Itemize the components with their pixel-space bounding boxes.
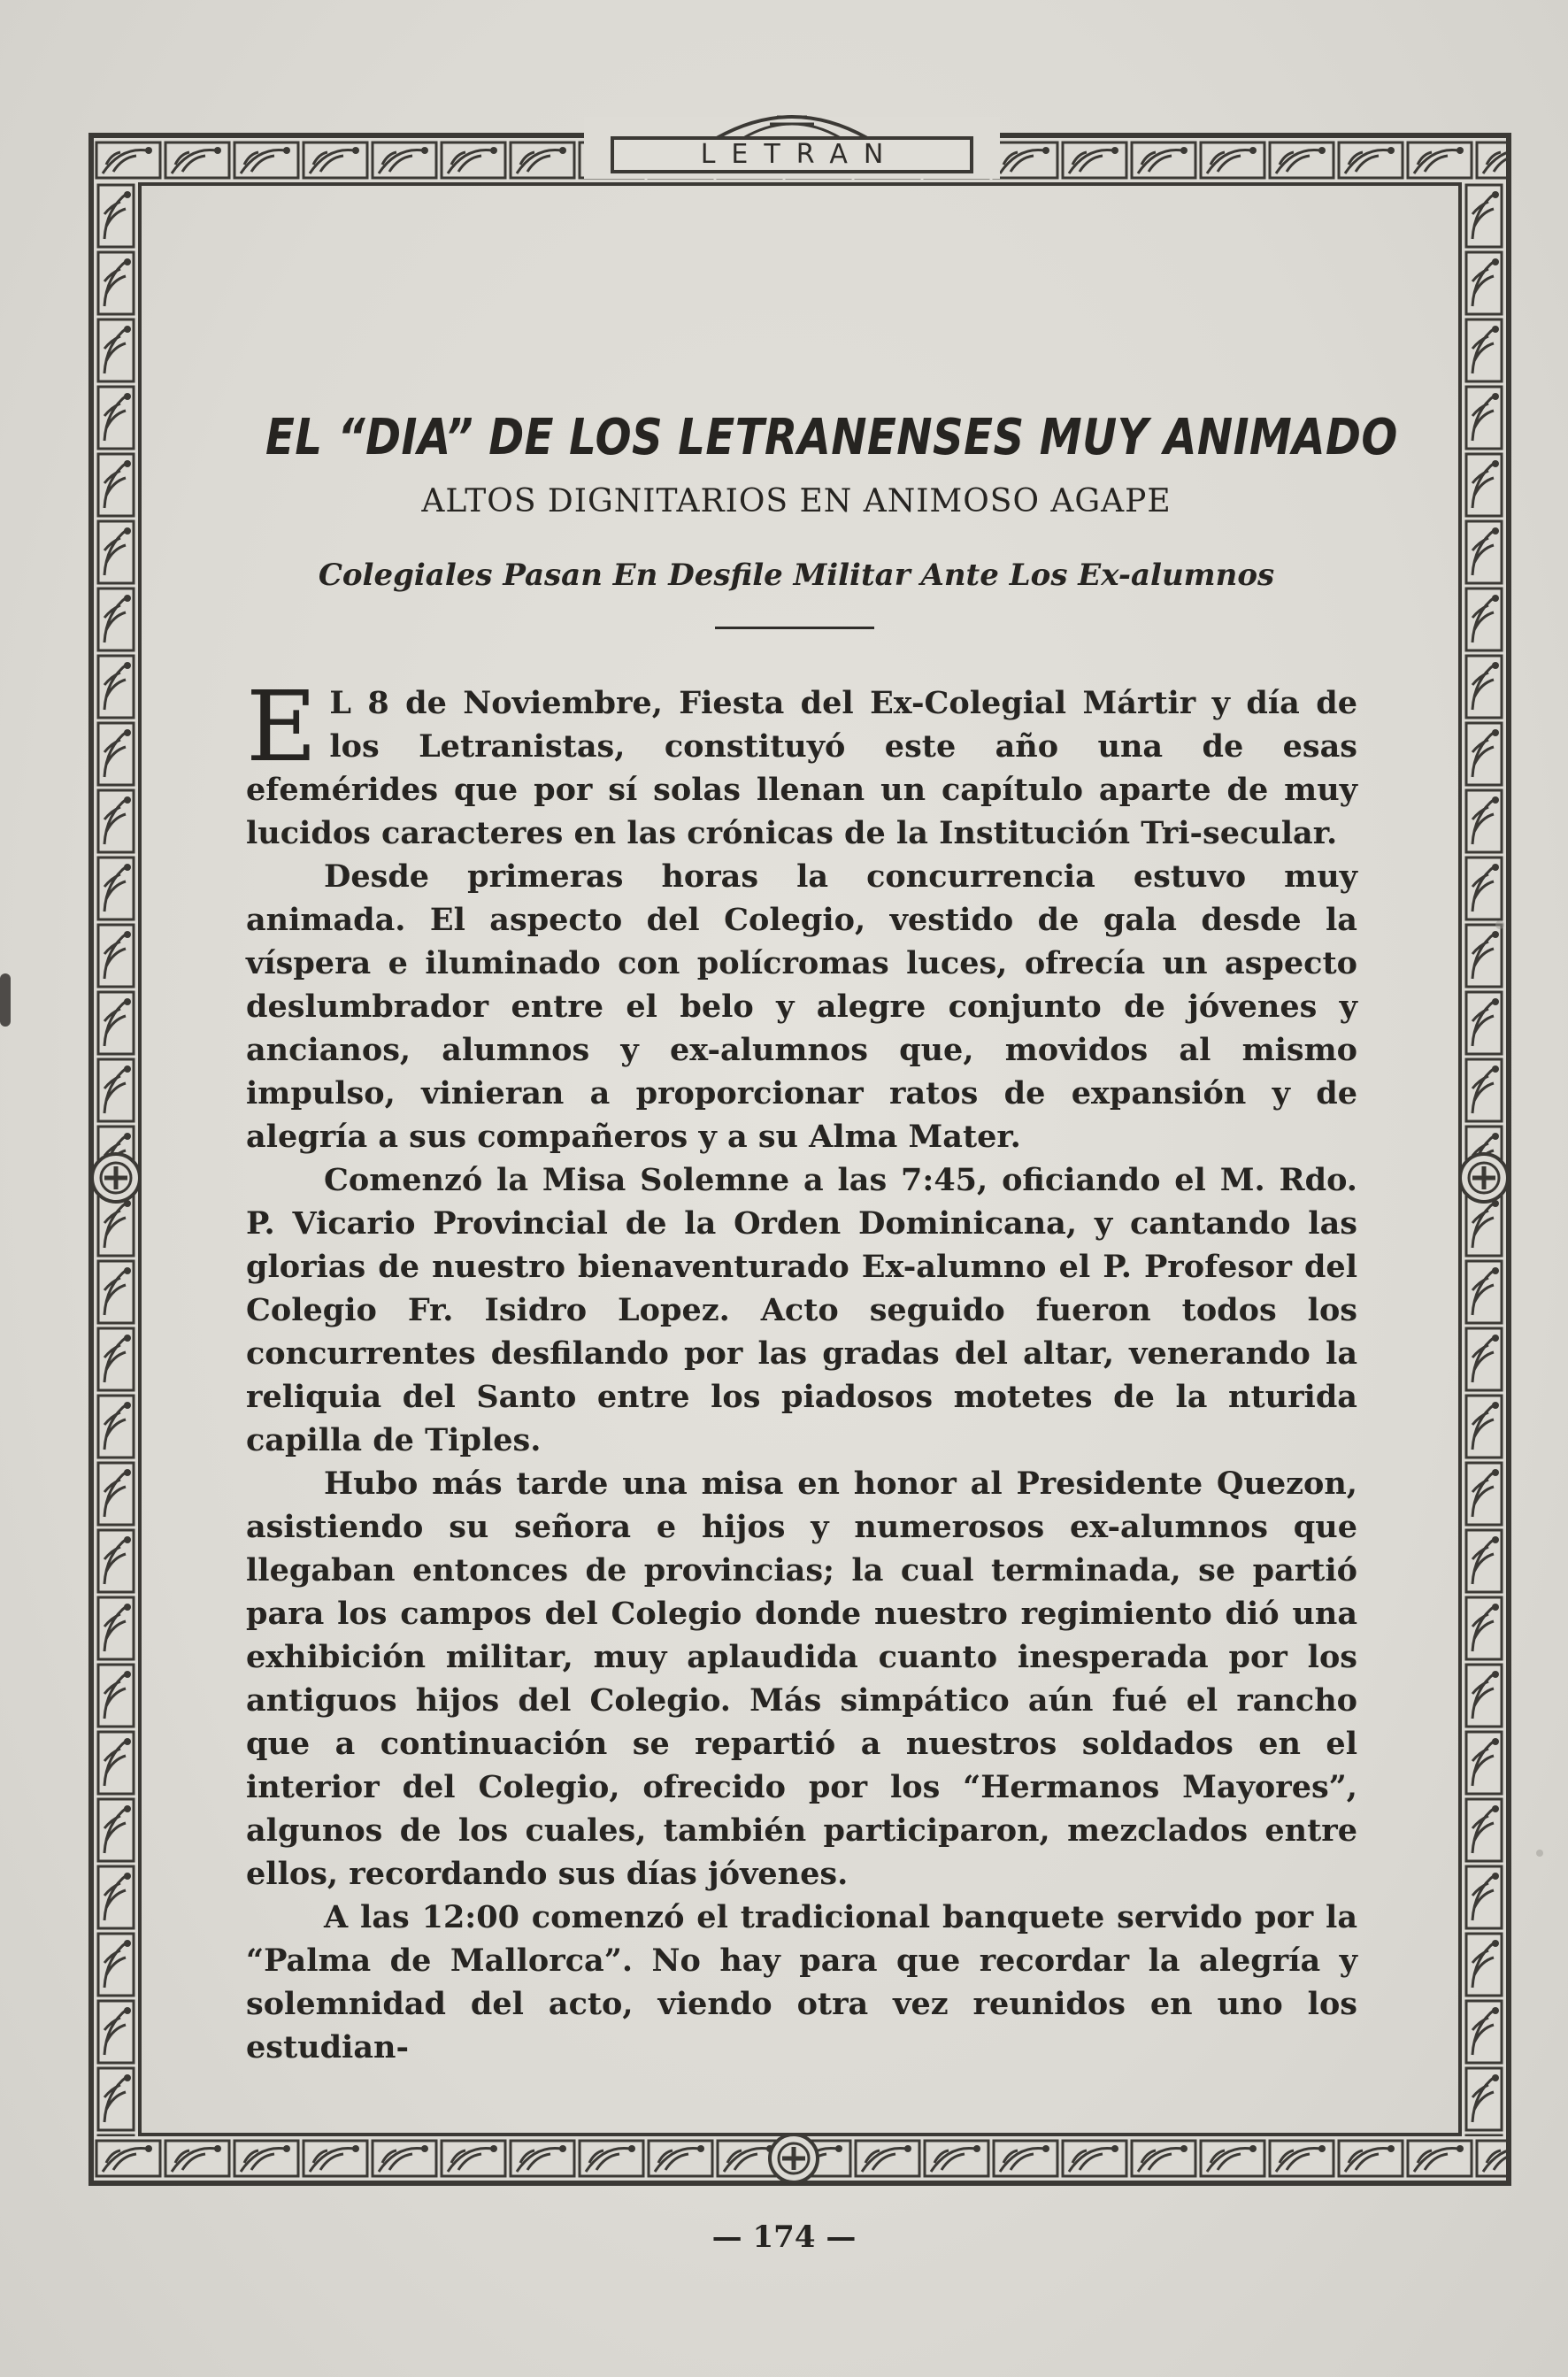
paper-blemish — [1536, 1850, 1543, 1857]
paragraph: Hubo más tarde una misa en honor al Presidente Quezon, asistiendo su señora e hijos y numerosos ex-alumnos que llegaban entonces de provincias; la cual terminada, se partió para los campos del Colegio donde nuestro regimiento dió una exhibición militar, muy aplaudida cuanto inesperada por los antiguos hijos del Colegio. Más simpático aún fué el rancho que a continuación se repartió a nuestros soldados en el interior del Colegio, ofrecido por los “Hermanos Mayores”, algunos de los cuales, también participaron, mezclados entre ellos, recordando sus días jóvenes. — [246, 1465, 1357, 1892]
paragraph: Comenzó la Misa Solemne a las 7:45, oficiando el M. Rdo. P. Vicario Provincial de la Orden Dominicana, y cantando las glorias de nuestro bienaventurado Ex-alumno el P. Profesor del Colegio Fr. Isidro Lopez. Acto seguido fueron todos los concurrentes desfilando por las gradas del altar, venerando la reliquia del Santo entre los piadosos motetes de la nturida capilla de Tiples. — [246, 1162, 1357, 1458]
article-tagline: Colegiales Pasan En Desfile Militar Ante Los Ex-alumnos — [318, 558, 1275, 593]
paragraph: E L 8 de Noviembre, Fiesta del Ex-Colegial Mártir y día de los Letranistas, constituyó este año una de esas efemérides que por sí solas llenan un capítulo aparte de muy lucidos caracteres en las crónicas de la Institución Tri-secular. — [246, 670, 1357, 851]
paragraph: A las 12:00 comenzó el tradicional banquete servido por la “Palma de Mallorca”. No hay para que recordar la alegría y solemnidad del acto, viendo otra vez reunidos en uno los estudian- — [246, 1899, 1357, 2065]
page-number: — 174 — — [711, 2219, 857, 2255]
article-body — [246, 670, 1357, 2069]
masthead-title: LETRAN — [611, 136, 973, 173]
masthead-arch-icon — [708, 104, 876, 140]
drop-cap: E — [246, 670, 318, 783]
paper-blemish — [1495, 920, 1504, 929]
section-divider — [715, 627, 874, 629]
article-headline: EL “DIA” DE LOS LETRANENSES MUY ANIMADO — [265, 409, 1398, 466]
page-edge-shadow — [0, 973, 11, 1027]
article-subhead: ALTOS DIGNITARIOS EN ANIMOSO AGAPE — [421, 483, 1172, 519]
cross-medallion-icon — [88, 1150, 143, 1205]
paragraph: Desde primeras horas la concurrencia estuvo muy animada. El aspecto del Colegio, vestido de gala desde la víspera e iluminado con polícromas luces, ofrecía un aspecto deslumbrador entre el belo y alegre conjunto de jóvenes y ancianos, alumnos y ex-alumnos que, movidos al mismo impulso, vinieran a proporcionar ratos de expansión y de alegría a sus compañeros y a su Alma Mater. — [246, 858, 1357, 1155]
cross-medallion-icon — [766, 2131, 821, 2186]
cross-medallion-icon — [1457, 1150, 1511, 1205]
